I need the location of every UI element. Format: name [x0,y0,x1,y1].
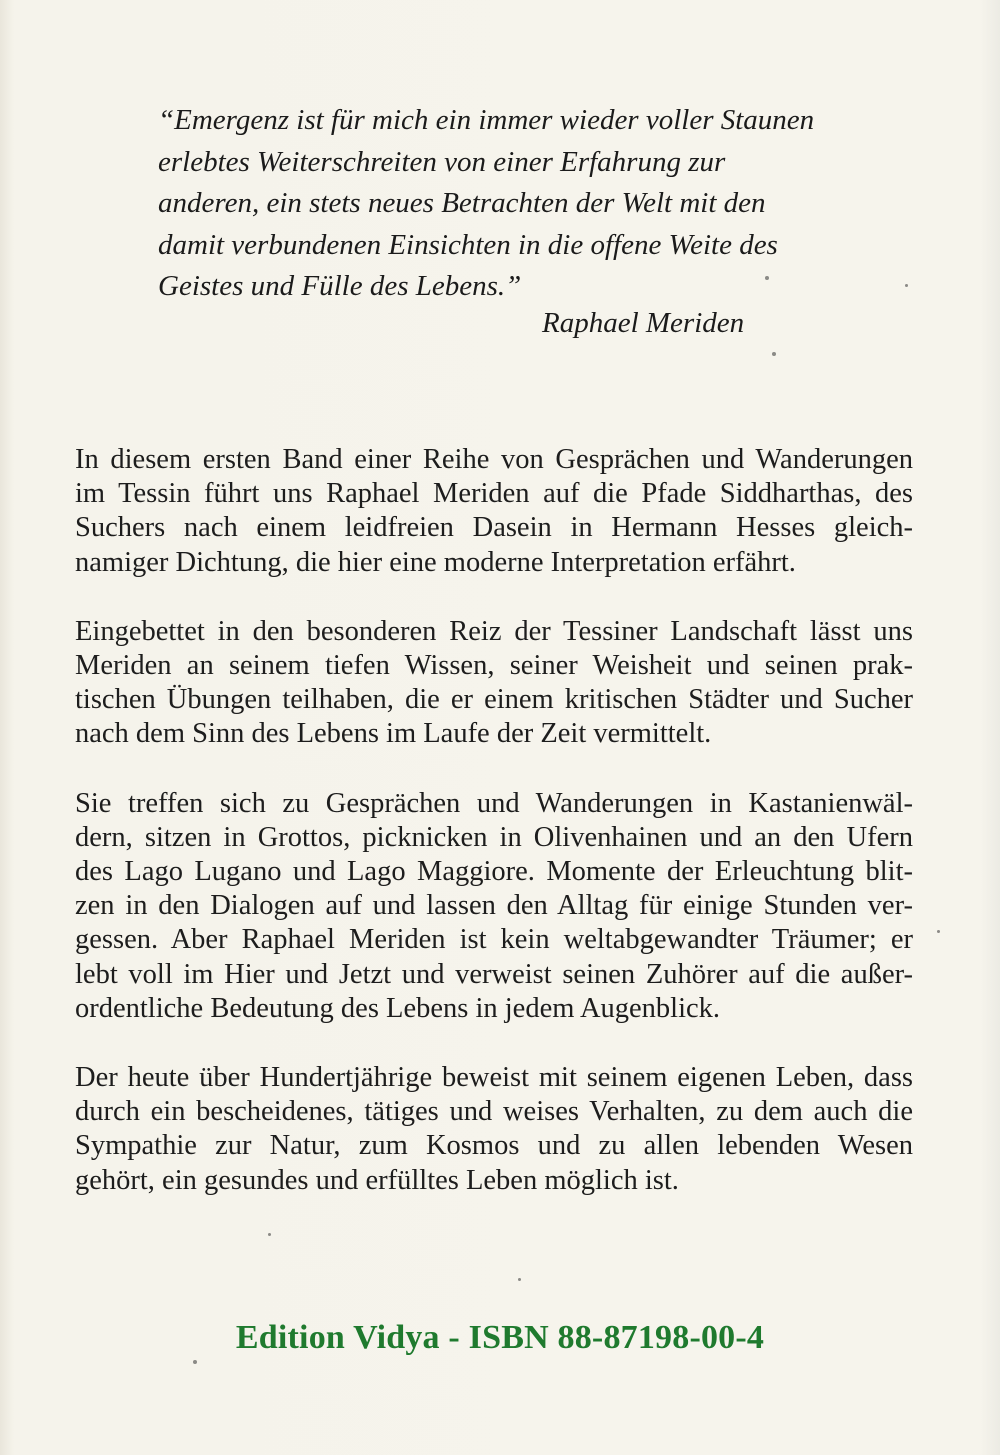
text-line: zen in den Dialogen auf und lassen den Alltag für einige Stunden ver- [75,890,913,922]
scan-speck [518,1278,521,1281]
quote-line: anderen, ein stets neues Betrachten der Welt mit den [158,187,766,219]
publisher-isbn: Edition Vidya - ISBN 88-87198-00-4 [235,1319,765,1356]
epigraph-quote [158,100,878,308]
quote-line: Geistes und Fülle des Lebens.” [158,270,522,302]
text-line: Suchers nach einem leidfreien Dasein in Hermann Hesses gleich- [75,512,913,544]
scan-speck [268,1233,271,1236]
scan-speck [193,1360,197,1364]
text-line: Der heute über Hundertjährige beweist mit seinem eigenen Leben, dass [75,1062,913,1094]
text-line: ordentliche Bedeutung des Lebens in jedem Augenblick. [75,992,721,1024]
text-line: dern, sitzen in Grottos, picknicken in Olivenhainen und an den Ufern [75,821,913,853]
quote-line: erlebtes Weiterschreiten von einer Erfahrung zur [158,145,726,178]
text-line: lebt voll im Hier und Jetzt und verweist seinen Zuhörer auf die außer- [75,958,913,990]
text-line: durch ein bescheidenes, tätiges und weises Verhalten, zu dem auch die [75,1096,913,1128]
text-line: im Tessin führt uns Raphael Meriden auf die Pfade Siddharthas, des [75,478,913,510]
quote-line: damit verbundenen Einsichten in die offene Weite des [158,228,778,261]
text-line: Meriden an seinem tiefen Wissen, seiner Weisheit und seinen prak- [75,650,913,682]
quote-line: “Emergenz ist für mich ein immer wieder voller Staunen [158,104,815,136]
text-line: Sympathie zur Natur, zum Kosmos und zu allen lebenden Wesen [75,1130,913,1162]
text-line: nach dem Sinn des Lebens im Laufe der Zeit vermittelt. [75,718,712,750]
text-line: tischen Übungen teilhaben, die er einem kritischen Städter und Sucher [75,684,913,716]
text-line: Eingebettet in den besonderen Reiz der Tessiner Landschaft lässt uns [75,615,913,647]
scan-speck [905,284,908,287]
text-line: In diesem ersten Band einer Reihe von Gesprächen und Wanderungen [75,444,913,475]
scan-speck [937,930,940,933]
paragraph-centenarian [75,1061,913,1198]
paragraph-walks [75,787,913,1026]
text-line: des Lago Lugano und Lago Maggiore. Momente der Erleuchtung blit- [75,856,913,888]
scan-speck [772,352,776,356]
paragraph-intro [75,443,913,580]
text-line: namiger Dichtung, die hier eine moderne Interpretation erfährt. [75,546,796,578]
text-line: gessen. Aber Raphael Meriden ist kein weltabgewandter Träumer; er [75,924,913,956]
text-line: Sie treffen sich zu Gesprächen und Wanderungen in Kastanienwäl- [75,787,913,819]
blurb-text [75,443,913,1233]
quote-author: Raphael Meriden [542,307,745,339]
scan-speck [765,276,769,280]
text-line: gehört, ein gesundes und erfülltes Leben möglich ist. [75,1164,679,1196]
paragraph-landscape [75,615,913,752]
